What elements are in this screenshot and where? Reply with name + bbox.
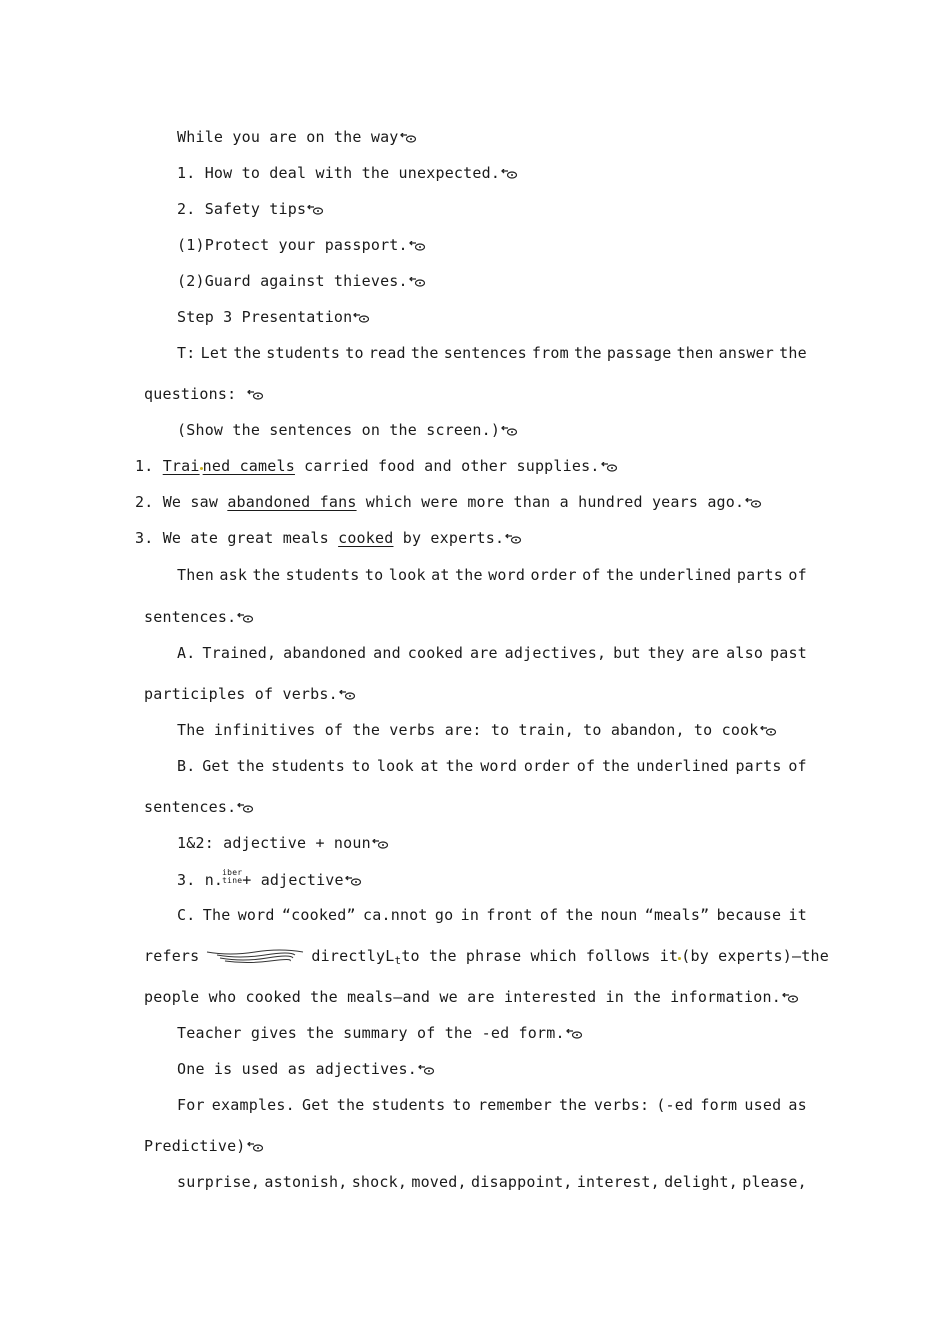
- word: adjectives,: [504, 644, 607, 662]
- example-sentence-3: 3. We ate great meals cooked by experts.: [135, 528, 522, 548]
- paragraph-return-icon: [501, 426, 518, 436]
- word: to: [351, 757, 371, 775]
- word: but: [613, 644, 641, 662]
- word: then: [676, 344, 714, 362]
- line-rule-3: 3. n. iber tine + adjective: [177, 869, 362, 890]
- word: of: [582, 566, 601, 584]
- word: shock,: [351, 1173, 408, 1191]
- line-for-examples: [177, 1095, 807, 1115]
- paragraph-return-icon: [760, 726, 777, 736]
- line-then-ask: [177, 565, 807, 585]
- word: ask: [219, 566, 248, 584]
- word: order: [523, 757, 571, 775]
- paragraph-return-icon: [409, 241, 426, 251]
- word: look: [388, 566, 426, 584]
- word: go: [434, 906, 454, 924]
- line-verb-list: [177, 1172, 807, 1192]
- line-predictive: Predictive): [144, 1136, 264, 1156]
- example-sentence-2: 2. We saw abandoned fans which were more than a hundred years ago.: [135, 492, 762, 512]
- word: past: [770, 644, 807, 662]
- line-refers: refers directlyL$_t$ to the phrase which follows it (by experts)—the: [144, 947, 829, 967]
- word: the: [601, 757, 630, 775]
- line-protect-passport: (1)Protect your passport.: [177, 235, 426, 255]
- paragraph-return-icon: [345, 876, 362, 886]
- word: ca.nnot: [363, 906, 428, 924]
- example-sentence-1: 1. Trai ned camels carried food and other supplies.: [135, 456, 618, 476]
- word: Let: [200, 344, 229, 362]
- paragraph-return-icon: [505, 534, 522, 544]
- word: order: [530, 566, 577, 584]
- word: the: [236, 757, 265, 775]
- line-participles: participles of verbs.: [144, 684, 356, 704]
- word: remember: [478, 1096, 552, 1114]
- word: also: [726, 644, 764, 662]
- word: students: [285, 566, 360, 584]
- word: it: [788, 906, 807, 924]
- word: cooked: [407, 644, 464, 662]
- word: students: [371, 1096, 446, 1114]
- word: the: [455, 566, 483, 584]
- word: parts: [735, 757, 782, 775]
- word: “meals”: [644, 906, 710, 924]
- word: they: [647, 644, 685, 662]
- word: passage: [606, 344, 672, 362]
- line-summary: Teacher gives the summary of the -ed form.: [177, 1023, 583, 1043]
- paragraph-return-icon: [307, 205, 324, 215]
- word: students: [271, 757, 345, 775]
- word: answer: [718, 344, 775, 362]
- paragraph-return-icon: [353, 313, 370, 323]
- line-point-a: [177, 643, 807, 663]
- word: delight,: [664, 1173, 739, 1191]
- word: the: [336, 1096, 365, 1114]
- word: the: [779, 344, 807, 362]
- word: of: [788, 566, 807, 584]
- word: examples.: [211, 1096, 295, 1114]
- line-show-sentences: (Show the sentences on the screen.): [177, 420, 518, 440]
- word: from: [531, 344, 569, 362]
- word: A.: [177, 644, 196, 662]
- word: word: [488, 566, 526, 584]
- line-safety-tips: 2. Safety tips: [177, 199, 324, 219]
- paragraph-return-icon: [745, 498, 762, 508]
- word: parts: [736, 566, 783, 584]
- line-infinitives: The infinitives of the verbs are: to train, to abandon, to cook: [177, 720, 777, 740]
- word: word: [237, 906, 275, 924]
- word: Get: [202, 757, 230, 775]
- word: surprise,: [177, 1173, 261, 1191]
- word: are: [470, 644, 498, 662]
- word: read: [368, 344, 406, 362]
- word: The: [202, 906, 231, 924]
- word: noun: [600, 906, 638, 924]
- word: word: [480, 757, 518, 775]
- word: the: [565, 906, 594, 924]
- word: the: [559, 1096, 587, 1114]
- paragraph-return-icon: [237, 613, 254, 623]
- word: to: [452, 1096, 471, 1114]
- word: interest,: [576, 1173, 660, 1191]
- paragraph-return-icon: [247, 390, 264, 400]
- paragraph-return-icon: [566, 1029, 583, 1039]
- word: underlined: [636, 757, 729, 775]
- word: the: [445, 757, 474, 775]
- line-one-adjectives: One is used as adjectives.: [177, 1059, 435, 1079]
- word: verbs:: [593, 1096, 650, 1114]
- word: the: [605, 566, 634, 584]
- line-point-c: [177, 905, 807, 925]
- paragraph-return-icon: [339, 690, 356, 700]
- word: the: [233, 344, 262, 362]
- word: of: [576, 757, 596, 775]
- word: used: [744, 1096, 782, 1114]
- line-point-b: [177, 756, 807, 776]
- wavy-underline-mark: [205, 949, 305, 963]
- line-teacher-instruction: [177, 343, 807, 363]
- paragraph-return-icon: [409, 277, 426, 287]
- word: and: [373, 644, 401, 662]
- word: of: [788, 757, 807, 775]
- line-guard-thieves: (2)Guard against thieves.: [177, 271, 426, 291]
- word: in: [460, 906, 480, 924]
- line-people-cooked: people who cooked the meals—and we are interested in the information.: [144, 987, 799, 1007]
- word: Trained,: [202, 644, 277, 662]
- word: “cooked”: [281, 906, 356, 924]
- word: underlined: [639, 566, 732, 584]
- line-step3-heading: Step 3 Presentation: [177, 307, 370, 327]
- paragraph-return-icon: [601, 462, 618, 472]
- word: of: [539, 906, 559, 924]
- superscript-note: iber tine: [222, 868, 243, 885]
- line-rule-1-2: 1&2: adjective + noun: [177, 833, 389, 853]
- word: look: [376, 757, 414, 775]
- word: because: [716, 906, 782, 924]
- word: Get: [301, 1096, 330, 1114]
- word: at: [420, 757, 440, 775]
- word: B.: [177, 757, 196, 775]
- paragraph-return-icon: [782, 993, 799, 1003]
- paragraph-return-icon: [247, 1142, 264, 1152]
- word: please,: [742, 1173, 807, 1191]
- word: form: [700, 1096, 738, 1114]
- line-questions: questions:: [144, 384, 264, 404]
- word: the: [252, 566, 281, 584]
- paragraph-return-icon: [237, 803, 254, 813]
- line-deal-unexpected: 1. How to deal with the unexpected.: [177, 163, 518, 183]
- word: the: [573, 344, 602, 362]
- word: at: [431, 566, 450, 584]
- word: as: [788, 1096, 807, 1114]
- word: students: [266, 344, 341, 362]
- paragraph-return-icon: [501, 169, 518, 179]
- line-sentences-2: sentences.: [144, 797, 254, 817]
- word: astonish,: [264, 1173, 348, 1191]
- paragraph-return-icon: [418, 1065, 435, 1075]
- word: For: [177, 1096, 205, 1114]
- word: T:: [177, 344, 196, 362]
- word: sentences: [443, 344, 527, 362]
- word: to: [345, 344, 364, 362]
- word: to: [364, 566, 384, 584]
- paragraph-return-icon: [400, 133, 417, 143]
- word: front: [486, 906, 533, 924]
- line-while-on-way: While you are on the way: [177, 127, 417, 147]
- word: Then: [177, 566, 214, 584]
- word: abandoned: [283, 644, 367, 662]
- word: (-ed: [656, 1096, 694, 1114]
- word: disappoint,: [471, 1173, 573, 1191]
- word: the: [410, 344, 439, 362]
- paragraph-return-icon: [372, 839, 389, 849]
- word: C.: [177, 906, 196, 924]
- line-sentences-1: sentences.: [144, 607, 254, 627]
- word: are: [691, 644, 720, 662]
- word: moved,: [411, 1173, 467, 1191]
